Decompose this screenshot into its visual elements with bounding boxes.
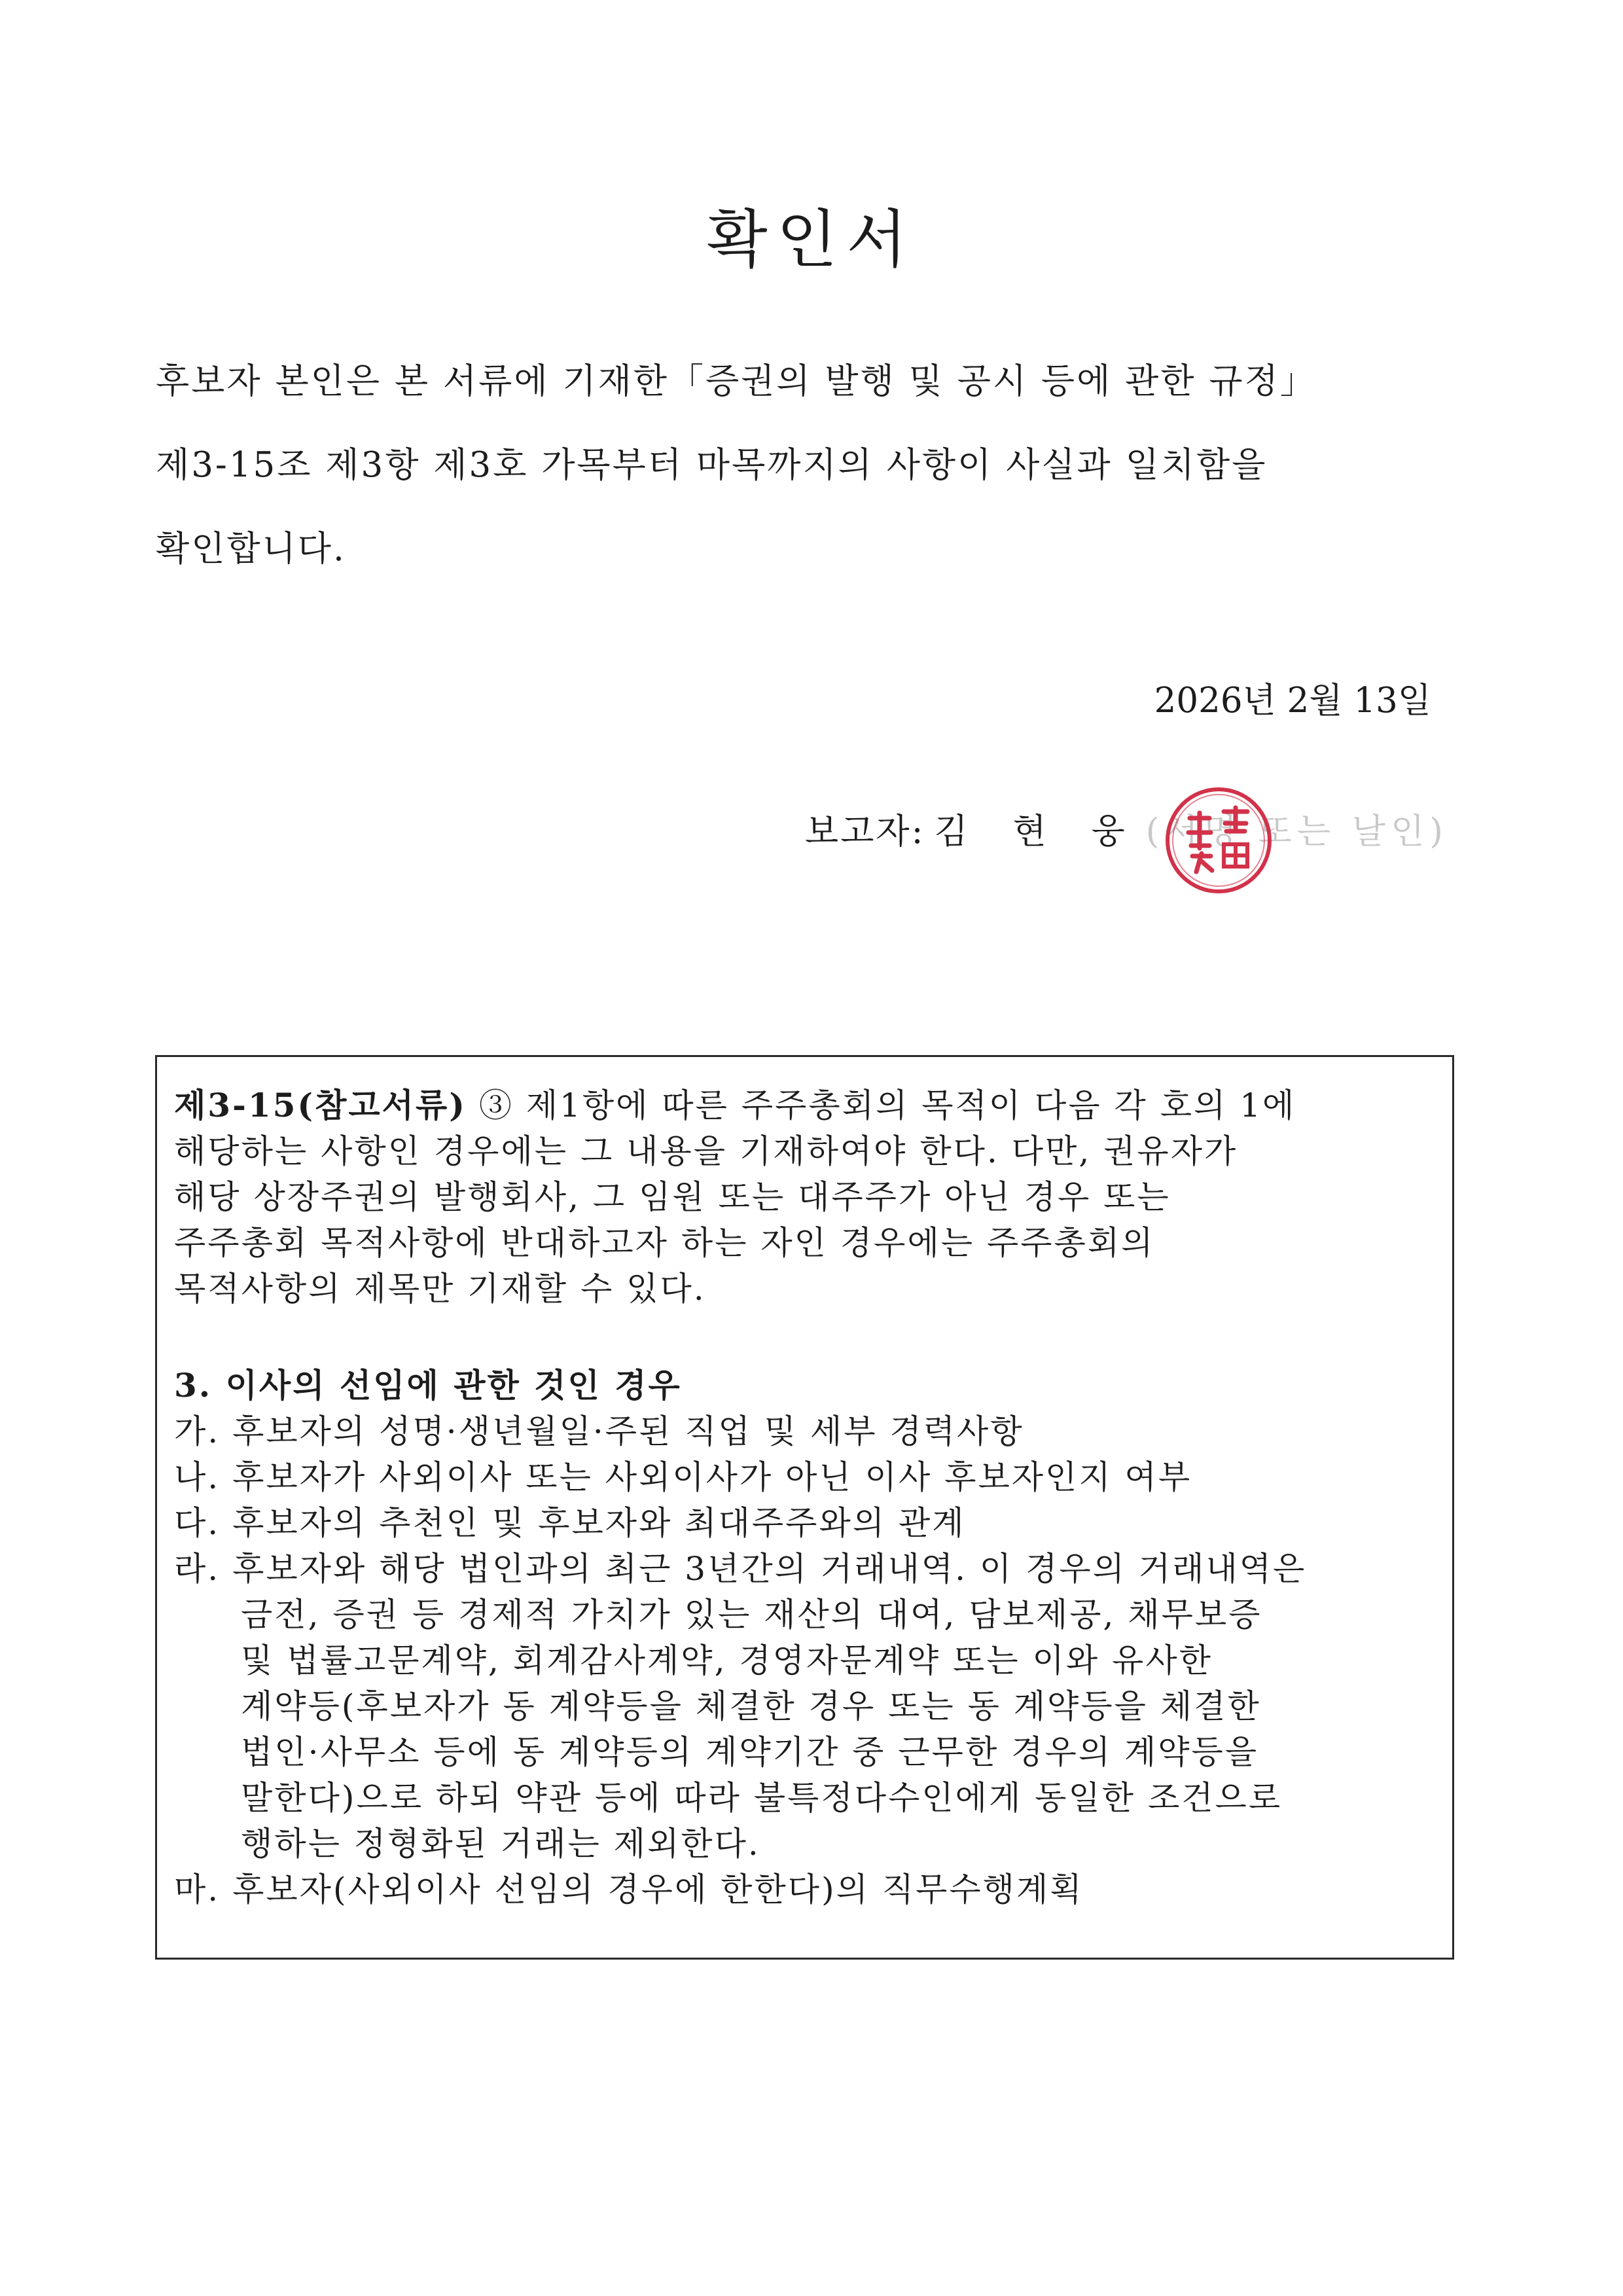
seal-stamp	[1164, 785, 1274, 895]
reference-intro-line: 목적사항의 제목만 기재할 수 있다.	[174, 1270, 706, 1308]
reference-heading: 제3-15(참고서류)	[174, 1086, 467, 1124]
reference-item: 다. 후보자의 추천인 및 후보자와 최대주주와의 관계	[174, 1504, 966, 1542]
reporter-name: 김 현 웅	[934, 812, 1142, 852]
reference-item-continuation: 및 법률고문계약, 회계감사계약, 경영자문계약 또는 이와 유사한	[241, 1641, 1213, 1679]
statement-line: 제3-15조 제3항 제3호 가목부터 마목까지의 사항이 사실과 일치함을	[156, 445, 1268, 485]
reference-item: 마. 후보자(사외이사 선임의 경우에 한한다)의 직무수행계획	[174, 1871, 1084, 1909]
reference-item: 나. 후보자가 사외이사 또는 사외이사가 아닌 이사 후보자인지 여부	[174, 1458, 1192, 1496]
reference-item-continuation: 말한다)으로 하되 약관 등에 따라 불특정다수인에게 동일한 조건으로	[241, 1779, 1283, 1817]
statement-line: 확인합니다.	[156, 529, 346, 569]
reference-item-continuation: 법인·사무소 등에 동 계약등의 계약기간 중 근무한 경우의 계약등을	[241, 1733, 1259, 1771]
reference-item: 라. 후보자와 해당 법인과의 최근 3년간의 거래내역. 이 경우의 거래내역은	[174, 1550, 1307, 1588]
document-title: 확인서	[706, 203, 917, 276]
reporter-label: 보고자:	[805, 812, 925, 852]
reference-intro-line: 주주총회 목적사항에 반대하고자 하는 자인 경우에는 주주총회의	[174, 1224, 1155, 1262]
reference-intro-line: 해당하는 사항인 경우에는 그 내용을 기재하여야 한다. 다만, 권유자가	[174, 1132, 1238, 1170]
reporter-line	[805, 804, 1448, 853]
signature-note: (서명 또는 날인)	[1145, 812, 1448, 852]
reference-item-continuation: 계약등(후보자가 동 계약등을 체결한 경우 또는 동 계약등을 체결한	[241, 1687, 1261, 1725]
reference-box	[155, 1055, 1454, 1960]
reference-item-continuation: 행하는 정형화된 거래는 제외한다.	[241, 1825, 760, 1863]
reference-item-continuation: 금전, 증권 등 경제적 가치가 있는 재산의 대여, 담보제공, 채무보증	[241, 1596, 1262, 1634]
reference-section-title: 3. 이사의 선임에 관한 것인 경우	[174, 1366, 682, 1405]
statement-line: 후보자 본인은 본 서류에 기재한「증권의 발행 및 공시 등에 관한 규정」	[156, 361, 1317, 401]
reference-intro-line: 해당 상장주권의 발행회사, 그 임원 또는 대주주가 아닌 경우 또는	[174, 1178, 1171, 1216]
document-date: 2026년 2월 13일	[1154, 681, 1431, 721]
reference-intro-line: ③ 제1항에 따른 주주총회의 목적이 다음 각 호의 1에	[478, 1086, 1296, 1124]
reference-heading-line	[174, 1079, 1296, 1126]
reference-item: 가. 후보자의 성명·생년월일·주된 직업 및 세부 경력사항	[174, 1412, 1024, 1450]
